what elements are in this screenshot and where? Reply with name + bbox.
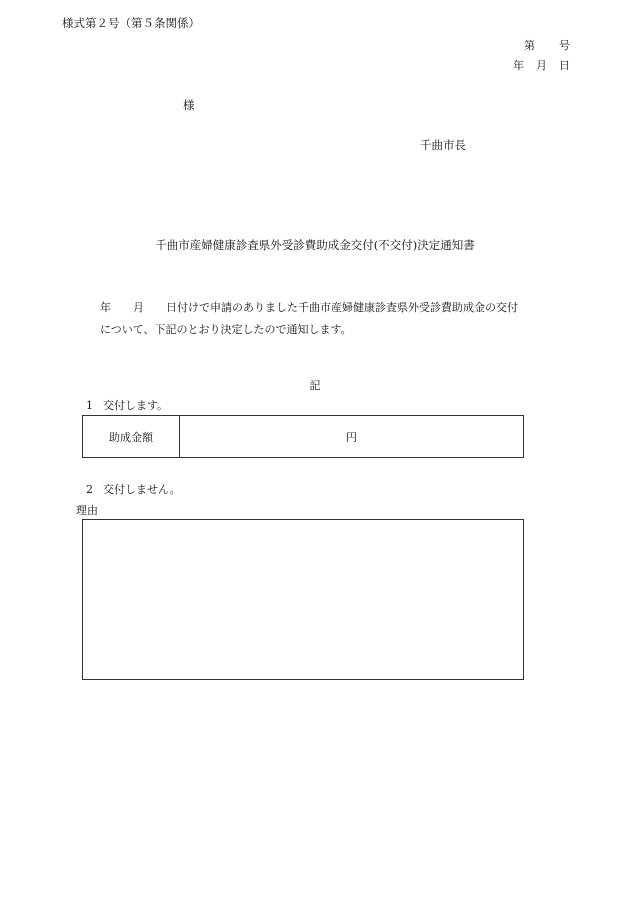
document-number-suffix: 号 [559,39,570,52]
date-year: 年 [513,59,524,72]
reason-label: 理由 [76,504,98,517]
item-1-number: 1 [86,399,93,412]
item-2 [86,484,181,495]
date-month: 月 [536,59,547,72]
document-number-prefix: 第 [524,39,535,52]
amount-label: 助成金額 [83,416,180,457]
date-day: 日 [559,59,570,72]
item-1 [86,400,168,411]
body-year: 年 [100,301,111,314]
body-line1-rest: 日付けで申請のありました千曲市産婦健康診査県外受診費助成金の交付 [166,301,518,314]
issuer: 千曲市長 [420,138,466,152]
item-1-label: 交付します。 [103,399,169,412]
amount-unit: 円 [346,430,357,444]
form-number: 様式第２号（第５条関係） [62,16,200,30]
notice-body [100,297,560,341]
page-title: 千曲市産婦健康診査県外受診費助成金交付(不交付)決定通知書 [155,238,475,252]
notice-body-line-2: について、下記のとおり決定したので通知します。 [100,323,352,336]
reason-box[interactable] [82,519,524,680]
item-2-number: 2 [86,483,93,496]
document-number [524,40,570,51]
body-month: 月 [133,301,144,314]
item-2-label: 交付しません。 [103,483,181,496]
document-date [513,60,570,71]
ki-heading: 記 [309,379,321,392]
notice-body-line-1 [100,297,560,319]
amount-table [82,415,524,458]
addressee-suffix: 様 [183,98,195,112]
amount-value-field[interactable] [180,416,523,457]
